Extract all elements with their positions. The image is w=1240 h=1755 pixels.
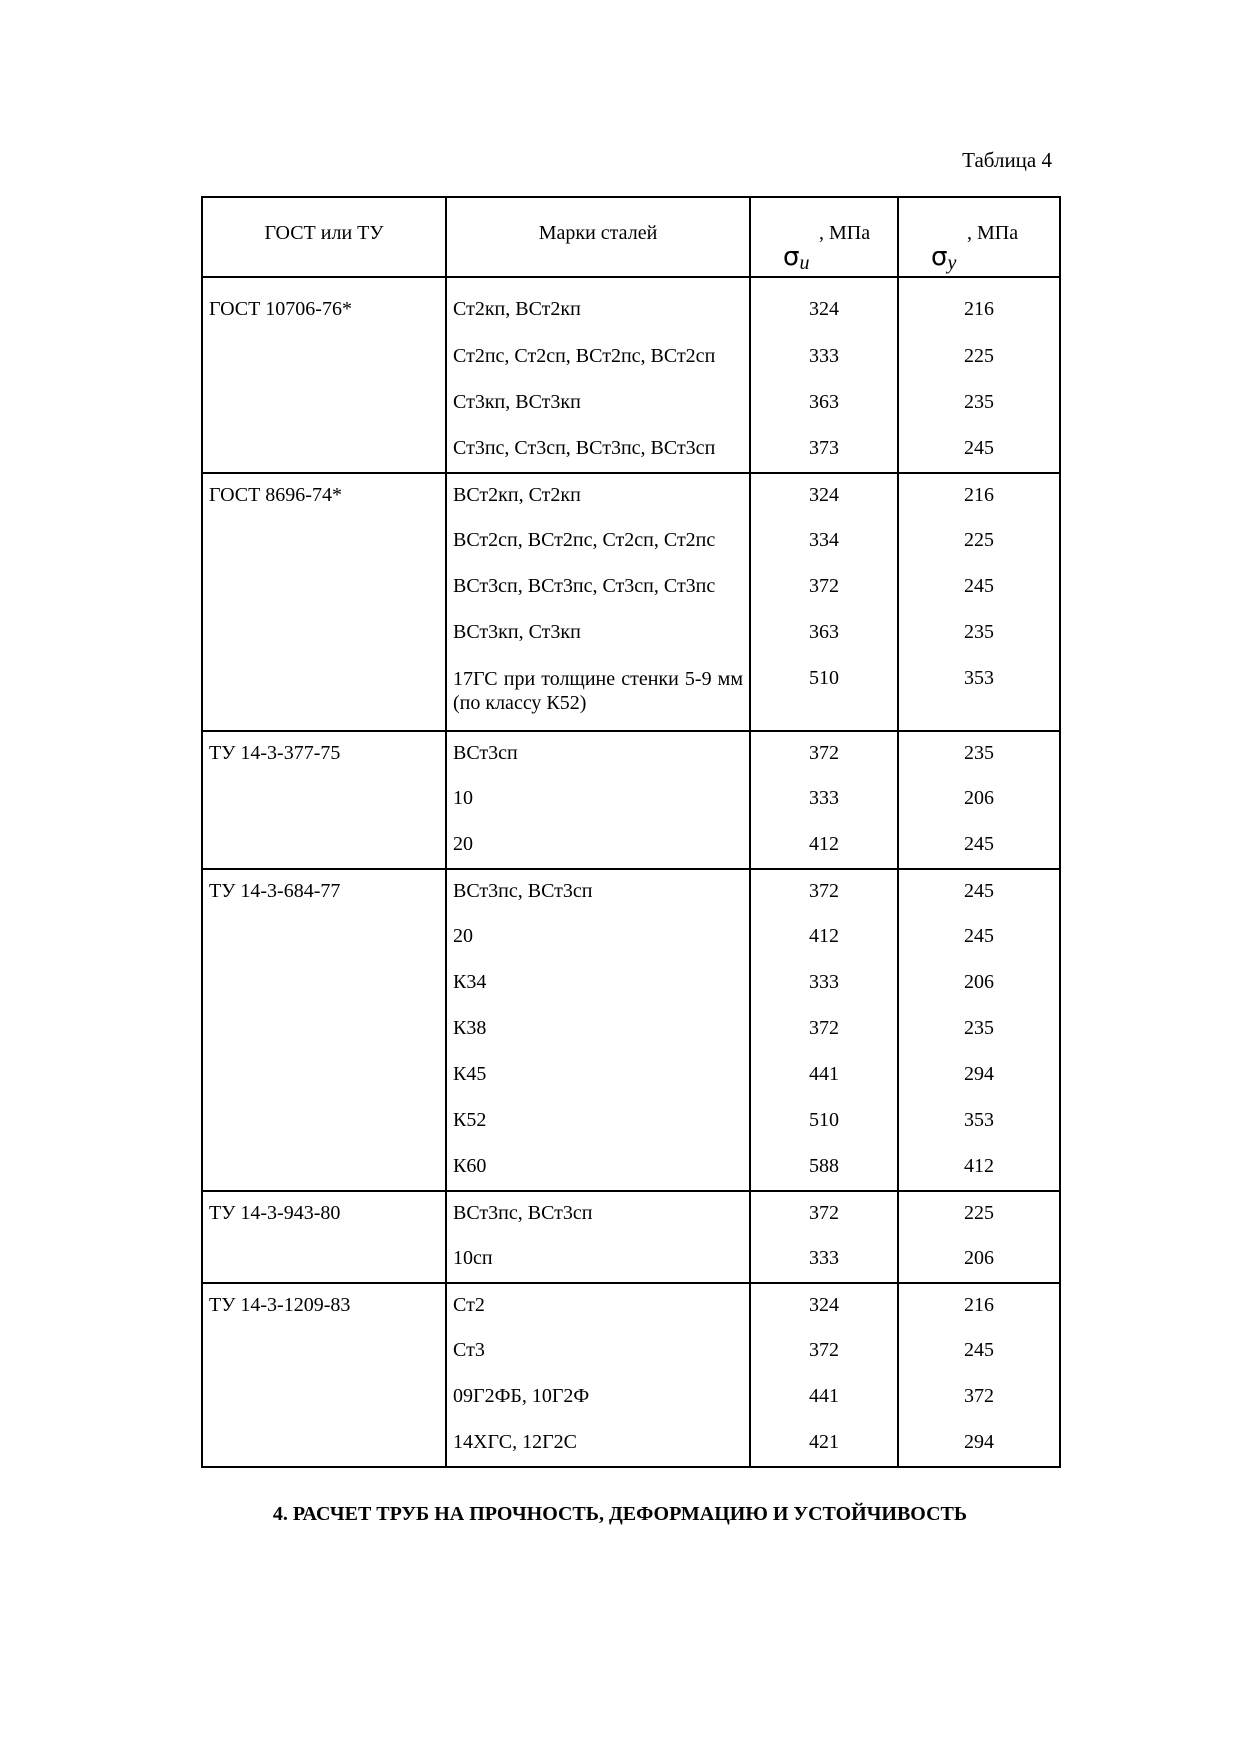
sigma-y-cell: 245 [898, 427, 1060, 473]
sigma-y-cell: 235 [898, 381, 1060, 427]
gost-cell [202, 961, 446, 1007]
gost-cell: ГОСТ 8696-74* [202, 473, 446, 519]
gost-cell [202, 1421, 446, 1467]
table-row [202, 1099, 1060, 1145]
sigma-u-cell: 372 [750, 1191, 898, 1237]
gost-cell [202, 1099, 446, 1145]
sigma-u-cell: 324 [750, 277, 898, 335]
steel-mark-cell: ВСт2сп, ВСт2пс, Ст2сп, Ст2пс [446, 519, 750, 565]
table-row [202, 335, 1060, 381]
gost-cell: ТУ 14-3-377-75 [202, 731, 446, 777]
table-row [202, 611, 1060, 657]
table-row [202, 1237, 1060, 1283]
sigma-u-symbol: $\sigma_u$ [783, 242, 810, 274]
sigma-u-cell: 412 [750, 823, 898, 869]
gost-cell [202, 611, 446, 657]
steel-mark-cell: К45 [446, 1053, 750, 1099]
gost-cell [202, 335, 446, 381]
sigma-u-cell: 333 [750, 961, 898, 1007]
table-row [202, 1007, 1060, 1053]
sigma-y-cell: 245 [898, 869, 1060, 915]
steel-mark-cell: ВСт3сп, ВСт3пс, Ст3сп, Ст3пс [446, 565, 750, 611]
table-row [202, 1375, 1060, 1421]
steel-mark-cell: 14ХГС, 12Г2С [446, 1421, 750, 1467]
steel-mark-cell: К60 [446, 1145, 750, 1191]
table-row [202, 1283, 1060, 1329]
steel-mark-cell: Ст3пс, Ст3сп, ВСт3пс, ВСт3сп [446, 427, 750, 473]
steel-mark-cell: 17ГС при толщине стенки 5-9 мм (по классу К52) [446, 657, 750, 731]
steel-mark-cell: ВСт3сп [446, 731, 750, 777]
sigma-y-cell: 294 [898, 1421, 1060, 1467]
table-row [202, 777, 1060, 823]
gost-cell [202, 823, 446, 869]
sigma-u-cell: 510 [750, 657, 898, 731]
header-sigma-y [898, 197, 1060, 277]
sigma-u-cell: 334 [750, 519, 898, 565]
table-row [202, 1329, 1060, 1375]
table-row [202, 565, 1060, 611]
steel-mark-cell: ВСт3пс, ВСт3сп [446, 869, 750, 915]
sigma-y-cell: 372 [898, 1375, 1060, 1421]
sigma-y-cell: 216 [898, 473, 1060, 519]
table-row [202, 427, 1060, 473]
steel-mark-cell: ВСт3пс, ВСт3сп [446, 1191, 750, 1237]
sigma-y-cell: 225 [898, 335, 1060, 381]
sigma-y-cell: 294 [898, 1053, 1060, 1099]
table-row [202, 277, 1060, 335]
sigma-y-cell: 353 [898, 1099, 1060, 1145]
sigma-u-cell: 372 [750, 1329, 898, 1375]
header-sigma-u [750, 197, 898, 277]
gost-cell [202, 915, 446, 961]
sigma-u-cell: 363 [750, 611, 898, 657]
sigma-u-cell: 333 [750, 777, 898, 823]
sigma-u-cell: 324 [750, 1283, 898, 1329]
gost-cell [202, 381, 446, 427]
table-row [202, 473, 1060, 519]
sigma-y-cell: 216 [898, 277, 1060, 335]
sigma-u-cell: 372 [750, 1007, 898, 1053]
header-sigma-y-unit: , МПа [967, 222, 1019, 244]
sigma-y-cell: 206 [898, 777, 1060, 823]
steel-grades-table [201, 196, 1061, 1468]
steel-mark-cell: 10сп [446, 1237, 750, 1283]
gost-cell [202, 657, 446, 731]
table-row [202, 381, 1060, 427]
steel-mark-cell: 20 [446, 915, 750, 961]
sigma-y-cell: 353 [898, 657, 1060, 731]
steel-mark-cell: К52 [446, 1099, 750, 1145]
sigma-u-cell: 333 [750, 335, 898, 381]
sigma-u-cell: 421 [750, 1421, 898, 1467]
sigma-u-cell: 510 [750, 1099, 898, 1145]
sigma-y-cell: 235 [898, 1007, 1060, 1053]
header-marks: Марки сталей [446, 197, 750, 277]
sigma-y-cell: 235 [898, 611, 1060, 657]
gost-cell [202, 1237, 446, 1283]
sigma-u-cell: 372 [750, 869, 898, 915]
table-row [202, 657, 1060, 731]
gost-cell: ТУ 14-3-1209-83 [202, 1283, 446, 1329]
steel-mark-cell: Ст2пс, Ст2сп, ВСт2пс, ВСт2сп [446, 335, 750, 381]
steel-mark-cell: К34 [446, 961, 750, 1007]
table-row [202, 1191, 1060, 1237]
table-row [202, 823, 1060, 869]
sigma-u-cell: 324 [750, 473, 898, 519]
sigma-y-cell: 206 [898, 961, 1060, 1007]
header-gost: ГОСТ или ТУ [202, 197, 446, 277]
steel-mark-cell: Ст2кп, ВСт2кп [446, 277, 750, 335]
gost-cell: ГОСТ 10706-76* [202, 277, 446, 335]
steel-mark-cell: Ст3кп, ВСт3кп [446, 381, 750, 427]
sigma-u-cell: 373 [750, 427, 898, 473]
sigma-u-cell: 363 [750, 381, 898, 427]
gost-cell: ТУ 14-3-684-77 [202, 869, 446, 915]
sigma-y-cell: 225 [898, 1191, 1060, 1237]
table-row [202, 1421, 1060, 1467]
gost-cell [202, 1145, 446, 1191]
table-row [202, 731, 1060, 777]
steel-mark-cell: ВСт3кп, Ст3кп [446, 611, 750, 657]
sigma-u-cell: 333 [750, 1237, 898, 1283]
sigma-u-cell: 372 [750, 731, 898, 777]
sigma-u-cell: 372 [750, 565, 898, 611]
table-body [202, 277, 1060, 1467]
gost-cell [202, 519, 446, 565]
sigma-y-cell: 245 [898, 915, 1060, 961]
gost-cell [202, 777, 446, 823]
gost-cell [202, 1053, 446, 1099]
sigma-y-cell: 245 [898, 565, 1060, 611]
sigma-y-cell: 206 [898, 1237, 1060, 1283]
gost-cell [202, 1007, 446, 1053]
sigma-y-cell: 216 [898, 1283, 1060, 1329]
sigma-u-cell: 441 [750, 1375, 898, 1421]
steel-mark-cell: 20 [446, 823, 750, 869]
table-row [202, 961, 1060, 1007]
sigma-y-cell: 235 [898, 731, 1060, 777]
header-sigma-u-unit: , МПа [819, 222, 871, 244]
steel-mark-cell: 09Г2ФБ, 10Г2Ф [446, 1375, 750, 1421]
steel-mark-cell: Ст3 [446, 1329, 750, 1375]
table-row [202, 1145, 1060, 1191]
sigma-u-cell: 588 [750, 1145, 898, 1191]
table-row [202, 1053, 1060, 1099]
sigma-y-cell: 225 [898, 519, 1060, 565]
gost-cell [202, 1329, 446, 1375]
table-row [202, 519, 1060, 565]
table-header-row [202, 197, 1060, 277]
steel-mark-cell: К38 [446, 1007, 750, 1053]
sigma-y-symbol: $\sigma_y$ [931, 242, 957, 274]
gost-cell [202, 565, 446, 611]
sigma-u-cell: 412 [750, 915, 898, 961]
gost-cell: ТУ 14-3-943-80 [202, 1191, 446, 1237]
sigma-y-cell: 245 [898, 823, 1060, 869]
steel-mark-cell: Ст2 [446, 1283, 750, 1329]
steel-mark-cell: 10 [446, 777, 750, 823]
table-caption: Таблица 4 [962, 148, 1052, 172]
table-row [202, 915, 1060, 961]
sigma-y-cell: 245 [898, 1329, 1060, 1375]
sigma-y-cell: 412 [898, 1145, 1060, 1191]
gost-cell [202, 1375, 446, 1421]
gost-cell [202, 427, 446, 473]
section-title: 4. РАСЧЕТ ТРУБ НА ПРОЧНОСТЬ, ДЕФОРМАЦИЮ И УСТОЙЧИВОСТЬ [272, 1503, 968, 1525]
sigma-u-cell: 441 [750, 1053, 898, 1099]
table-row [202, 869, 1060, 915]
steel-mark-cell: ВСт2кп, Ст2кп [446, 473, 750, 519]
